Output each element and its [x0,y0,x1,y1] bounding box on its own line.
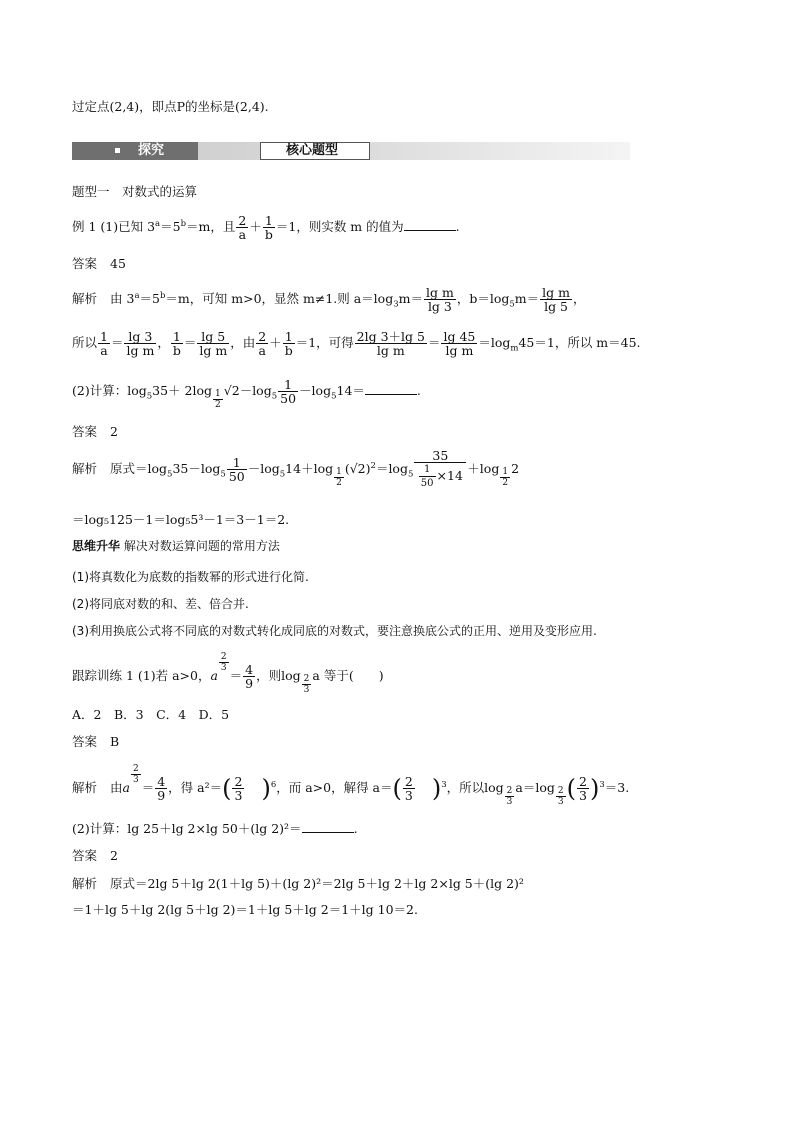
text: －log [239,383,272,398]
fraction: $\frac{2}{3}$ [404,774,413,803]
fraction: $\frac{2}{3}$ [303,674,310,695]
answer-label: 答案 [72,424,98,439]
text: (2)计算：lg 25＋lg 2×lg 50＋(lg 2)²＝ [72,821,302,836]
text: ＝ [229,668,243,683]
text: 原式＝2lg 5＋lg 2(1＋lg 5)＋(lg 2)²＝2lg 5＋lg 2＋lg 2×lg 5＋(lg 2)² [110,876,524,891]
summary-item-1: (1)将真数化为底数的指数幂的形式进行化简. [72,570,309,584]
fraction: $\frac{2}{3}$ [132,764,139,785]
text: (2)计算：log [72,383,147,398]
fraction: $\frac{1}{50}$ [228,455,245,484]
fraction: $\frac{2}{3}$ [506,786,513,807]
text: a [134,290,140,301]
fraction: $\frac{2\lg 3+\lg 5}{\text{lg m}}$ [356,329,425,358]
text: ，得 a²＝ [168,780,223,795]
text: －log [247,461,280,476]
left-paren: ( [566,774,576,803]
text: m＝ [514,291,540,306]
text: 5 [220,469,226,480]
summary-title [72,538,280,554]
fraction: $\frac{1}{2}$ [502,467,509,488]
section-title: 题型一 对数式的运算 [72,184,198,199]
text: 5 [407,469,414,480]
fraction: $\frac{2}{a}$ [238,213,247,242]
analysis-label: 解析 [72,291,98,306]
text: ， [157,335,170,350]
text: ＝ [427,335,441,350]
text: 45＝1，所以 m＝45. [518,335,641,350]
answer-value: 2 [110,848,118,863]
answer-label: 答案 [72,256,98,271]
example-3-solution-line-2: ＝1＋lg 5＋lg 2(lg 5＋lg 2)＝1＋lg 5＋lg 2＝1＋lg 10＝2. [72,902,418,917]
text: m＝ [398,291,423,306]
fraction: $\frac{1}{b}$ [172,329,181,358]
fraction: 35 $\frac{1}{50}$ ×14 [414,449,466,490]
text: 5 [331,391,337,402]
answer-blank [302,820,354,833]
text: ， [572,291,586,306]
example-3-solution-line-1 [72,876,524,892]
text: 5 [167,469,173,480]
text: 原式＝log [110,461,168,476]
answer-value: 2 [110,424,118,439]
fraction: $\frac{4}{9}$ [245,662,254,691]
text: 5 [509,299,515,310]
text: ＋ [269,335,282,350]
banner-left-label: 探究 [138,143,165,158]
analysis-label: 解析 [72,461,98,476]
text: 由 3 [110,291,135,306]
text: 14＝ [336,383,365,398]
text: ＝log [375,461,408,476]
answer-value: B [110,734,120,749]
text: ＝3. [604,780,630,795]
fraction: $\frac{2}{a}$ [258,329,267,358]
example-1-solution-line-1 [72,282,585,316]
example-1-question [72,212,460,242]
text: b [180,218,187,229]
summary-item-3: (3)利用换底公式将不同底的对数式转化成同底的对数式，要注意换底公式的正用、逆用及变形应用. [72,624,597,638]
text: ，则log [256,668,301,683]
tracking-answer [72,734,119,750]
text: 所以 [72,335,98,350]
text: ，b＝log [456,291,510,306]
text: a 等于( ) [312,668,384,683]
options: A．2 B．3 C．4 D．5 [72,707,230,722]
fraction: $\frac{1}{a}$ [100,329,108,358]
text: a＝log [515,780,555,795]
answer-blank [365,382,417,395]
text: ＝5 [160,219,181,234]
fraction: $\frac{1}{50}$ [280,377,297,406]
section-banner [72,142,630,160]
text: b [159,290,166,301]
text: . [353,821,358,836]
fraction: $\frac{1}{b}$ [264,213,273,242]
intro-line: 过定点(2,4)，即点P的坐标是(2,4). [72,99,269,114]
example-1-answer [72,256,126,272]
example-2-solution-line-2: ＝log₅125－1＝log₅5³－1＝3－1＝2. [72,512,290,527]
fraction: $\frac{2}{3}$ [557,786,564,807]
fraction: $\frac{\lg 3}{\text{lg m}}$ [126,329,155,358]
text: 例 1 (1)已知 3 [72,219,156,234]
text: ＝ [110,335,124,350]
text: 跟踪训练 1 (1)若 a>0， [72,668,211,683]
text: ＝1，可得 [295,335,354,350]
fraction: $\frac{1}{2}$ [336,467,342,488]
text: . [455,219,460,234]
text: 14＋log [285,461,334,476]
text: 35＋ 2 [152,383,193,398]
right-paren: ) [431,774,442,803]
example-3-answer [72,848,118,864]
tracking-solution [72,764,629,808]
analysis-label: 解析 [72,780,98,795]
text: ＝5 [139,291,160,306]
text: ＝ [183,335,197,350]
text: 3 [441,779,447,790]
text: ＝log [478,335,511,350]
fraction: $\frac{\text{lg m}}{\lg 5}$ [542,285,570,314]
fraction: $\frac{4}{9}$ [157,774,166,803]
left-paren: ( [222,774,232,803]
text: a [210,668,218,683]
text: ， [230,335,243,350]
fraction: $\frac{\lg 45}{\text{lg m}}$ [443,329,476,358]
text: ＝1，则实数 m 的值为 [275,219,404,234]
text: 2 [370,460,376,471]
text: 3 [599,779,605,790]
example-2-question: (2)计算：$\log_535+ 2\log$ $\frac{1}{2}$ $√2-\log_5$ $\frac{1}{50}$ $-\log_514=$ . [72,377,421,410]
text: 5 [146,391,153,402]
text: ，而 a>0，解得 a＝ [276,780,393,795]
fraction: $\frac{\text{lg m}}{\lg 3}$ [426,285,454,314]
text: ＝m，且 [186,219,236,234]
text: 3 [393,299,399,310]
square-bullet-icon [115,148,120,153]
answer-label: 答案 [72,848,98,863]
fraction: $\frac{\lg 5}{\text{lg m}}$ [199,329,228,358]
example-2-answer [72,424,118,440]
summary-item-2: (2)将同底对数的和、差、倍合并. [72,597,249,611]
text: ＋ [249,219,262,234]
summary-label: 思维升华 [72,539,121,553]
text: ，所以log [446,780,504,795]
banner-right-label: 核心题型 [286,143,339,158]
fraction: $\frac{2}{3}$ [234,774,243,803]
example-1-solution-line-2 [72,326,641,360]
text: ＋log [467,461,500,476]
left-paren: ( [392,774,402,803]
text: 解决对数运算问题的常用方法 [123,539,280,553]
analysis-label: 解析 [72,876,98,891]
text: a [122,780,130,795]
text: 5 [271,391,278,402]
text: 由 [242,335,256,350]
text: (√2) [344,461,371,476]
answer-value: 45 [110,256,126,271]
fraction: $\frac{1}{b}$ [284,329,293,358]
text: ＝m，可知 m>0，显然 m≠1.则 a＝log [165,291,394,306]
banner-dark-block [72,142,198,160]
text: 6 [270,779,277,790]
fraction: $\frac{1}{2}$ [215,389,221,410]
right-paren: ) [589,774,600,803]
text: √2 [223,383,240,398]
text: 5 [279,469,286,480]
text: －log [299,383,332,398]
text: . [416,383,421,398]
fraction: $\frac{2}{3}$ [220,652,227,673]
tracking-question [72,652,384,695]
text: 2 [511,461,520,476]
example-3-question [72,820,358,837]
text: m [510,343,519,354]
fraction: $\frac{2}{3}$ [579,774,587,803]
text: 35－log [172,461,221,476]
answer-label: 答案 [72,734,98,749]
example-2-solution-line-1 [72,448,519,490]
answer-blank [404,218,456,231]
text: ＝ [141,780,155,795]
right-paren: ) [261,774,271,803]
text: 由 [110,780,123,795]
text: a [155,218,161,229]
